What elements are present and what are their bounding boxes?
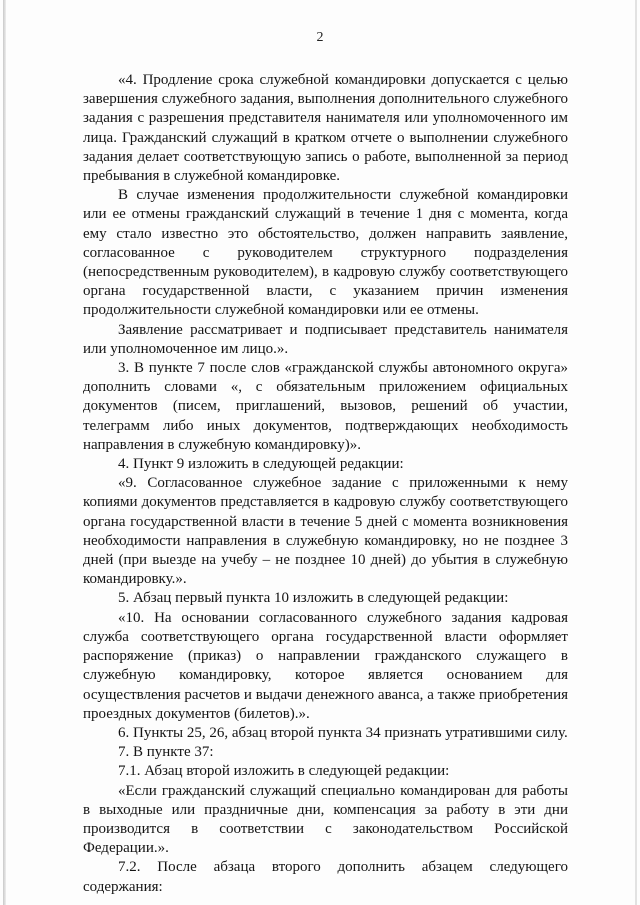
page-number: 2 bbox=[316, 30, 324, 45]
paragraph: 7.1. Абзац второй изложить в следующей редакции: bbox=[118, 763, 450, 780]
scan-edge-right bbox=[635, 0, 637, 905]
paragraph: 5. Абзац первый пункта 10 изложить в следующей редакции: bbox=[118, 590, 509, 607]
paragraph: 3. В пункте 7 после слов «гражданской службы автономного округа» дополнить словами «, с обязательным приложением официальных документов (писем, приглашений, вызовов, решений об участии, телеграмм либо иных документов, подтверждающих необходимость направления в служебную командировку)». bbox=[83, 360, 568, 453]
paragraph: «4. Продление срока служебной командировки допускается с целью завершения служебного задания, выполнения дополнительного служебного задания с разрешения представителя нанимателя или уполномоченного им лица. Гражданский служащий в кратком отчете о выполнении служебного задания делает соответствующую запись о работе, выполненной за период пребывания в служебной командировке. bbox=[83, 72, 568, 185]
paragraph: «Если гражданский служащий специально командирован для работы в выходные или праздничные дни, компенсация за работу в эти дни производится в соответствии с законодательством Российской Федерации.». bbox=[83, 782, 568, 857]
paragraph: В случае изменения продолжительности служебной командировки или ее отмены гражданский служащий в течение 1 дня с момента, когда ему стало известно это обстоятельство, должен направить заявление, согласованное с руководителем структурного подразделения (непосредственным руководителем), в кадровую службу соответствующего органа государственной власти, с указанием причин изменения продолжительности служебной командировки или ее отмены. bbox=[83, 187, 568, 319]
paragraph: «10. На основании согласованного служебного задания кадровая служба соответствующего органа государственной власти оформляет распоряжение (приказ) о направлении гражданского служащего в служебную командировку, которое является основанием для осуществления расчетов и выдачи денежного аванса, а также приобретения проездных документов (билетов).». bbox=[83, 609, 568, 722]
paragraph: 7.2. После абзаца второго дополнить абзацем следующего содержания: bbox=[83, 859, 568, 895]
paragraph: 6. Пункты 25, 26, абзац второй пункта 34 признать утратившими силу. bbox=[118, 724, 568, 741]
paragraph: Заявление рассматривает и подписывает представитель нанимателя или уполномоченное им лицо.». bbox=[83, 321, 568, 357]
paragraph: 4. Пункт 9 изложить в следующей редакции: bbox=[118, 456, 404, 473]
document-body bbox=[83, 71, 568, 897]
scan-edge-left bbox=[3, 0, 6, 905]
paragraph: 7. В пункте 37: bbox=[118, 744, 214, 761]
paragraph: «9. Согласованное служебное задание с приложенными к нему копиями документов представляется в кадровую службу соответствующего органа государственной власти в течение 5 дней с момента возникновения необходимости направления в служебную командировку, но не позднее 3 дней (при выезде на учебу – не позднее 10 дней) до убытия в служебную командировку.». bbox=[83, 475, 568, 588]
